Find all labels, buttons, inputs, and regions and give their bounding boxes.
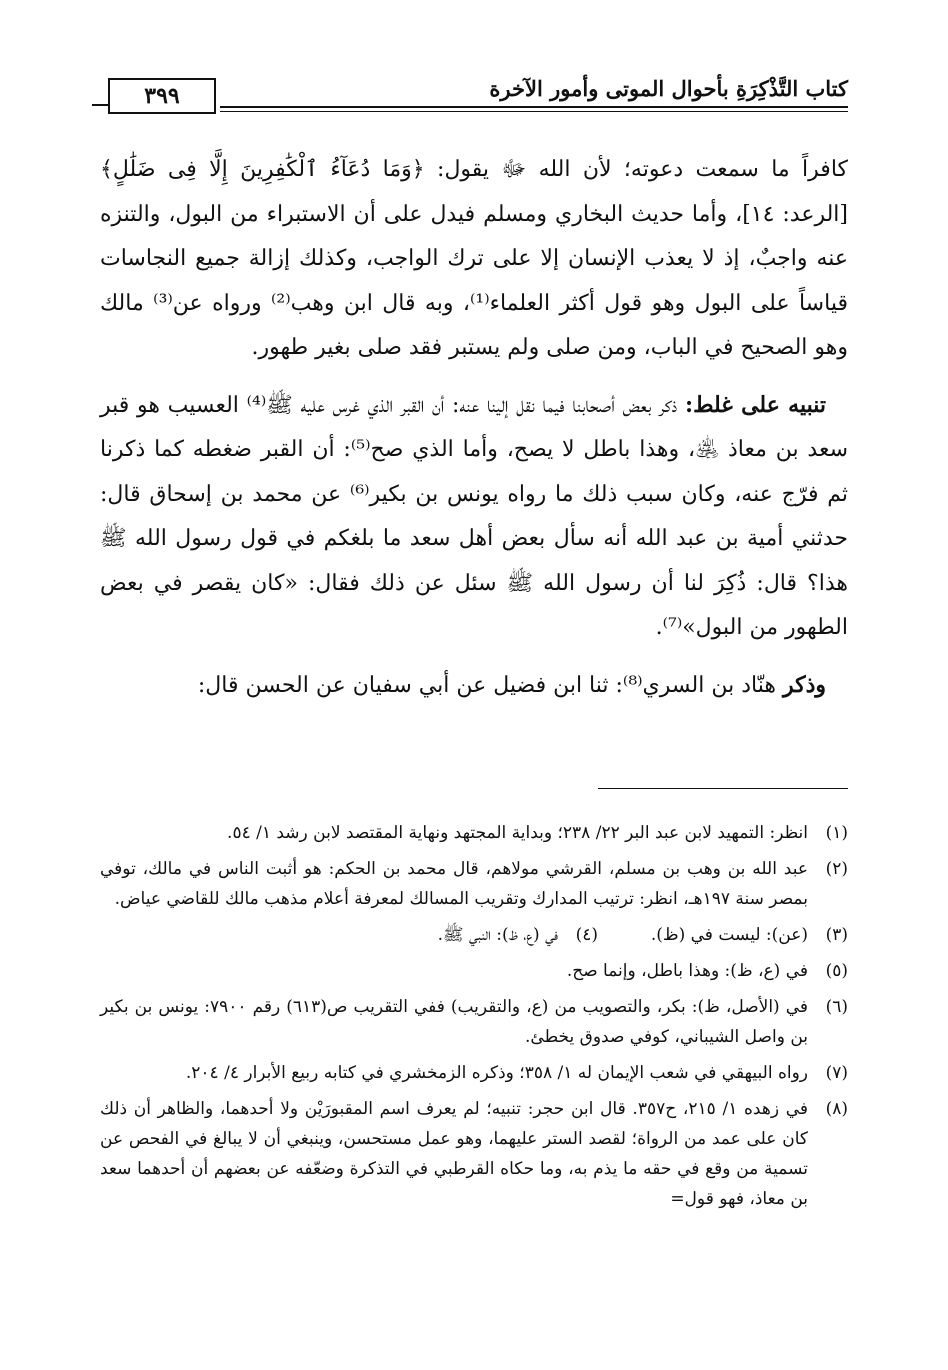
paragraph-3-lead: وذكر [782, 671, 826, 698]
running-title: كتاب التَّذْكِرَةِ بأحوال الموتى وأمور الآخرة [489, 76, 848, 101]
paragraph-3 [100, 663, 848, 709]
footnote-6 [100, 992, 848, 1052]
footnote-text: في (ع، ظ): النبي ﷺ. [437, 925, 558, 945]
page-number: ٣٩٩ [108, 78, 216, 114]
footnote-number: (١) [825, 823, 848, 843]
footnote-text: في (ع، ظ): وهذا باطل، وإنما صح. [566, 961, 808, 981]
footnote-3-4 [100, 920, 848, 950]
footnote-number: (٦) [825, 997, 848, 1017]
paragraph-1: كافراً ما سمعت دعوته؛ لأن الله ﷻ يقول: ﴿وَمَا دُعَآءُ ٱلْكَٰفِرِينَ إِلَّا فِى ضَلَٰلٍ﴾ [الرعد: ١٤]، وأما حديث البخاري ومسلم فيدل على أن الاستبراء من البول، والتنزه عنه واجبٌ، إذ لا يعذب الإنسان إلا على ترك الواجب، وكذلك إزالة جميع النجاسات قياساً على البول وهو قول أكثر العلماء⁽¹⁾، وبه قال ابن وهب⁽²⁾ ورواه عن⁽³⁾ مالك وهو الصحيح في الباب، ومن صلى ولم يستبر فقد صلى بغير طهور. [100, 157, 848, 360]
footnote-number: (٣) [825, 925, 848, 945]
paragraph-3-text: هنّاد بن السري⁽⁸⁾: ثنا ابن فضيل عن أبي سفيان عن الحسن قال: [197, 672, 783, 698]
paragraph-2-text: ذكر بعض أصحابنا فيما نقل إلينا عنه: أن القبر الذي غرس عليه ﷺ⁽⁴⁾ العسيب هو قبر سعد بن معاذ ﵁، وهذا باطل لا يصح، وأما الذي صح⁽⁵⁾: أن القبر ضغطه كما ذكرنا ثم فرّج عنه، وكان سبب ذلك ما رواه يونس بن بكير⁽⁶⁾ عن محمد بن إسحاق قال: حدثني أمية بن عبد الله أنه سأل بعض أهل سعد ما بلغكم في قول رسول الله ﷺ هذا؟ قال: ذُكِرَ لنا أن رسول الله ﷺ سئل عن ذلك فقال: «كان يقصر في بعض الطهور من البول»⁽⁷⁾. [100, 392, 849, 640]
footnote-number: (٤) [575, 925, 598, 945]
footnote-text: (عن): ليست في (ظ). [650, 925, 808, 945]
footnote-number: (٨) [825, 1099, 848, 1119]
header-rule [220, 106, 848, 108]
paragraph-2-lead: تنبيه على غلط: [684, 391, 826, 418]
paragraph-2 [100, 383, 848, 651]
footnote-number: (٥) [825, 961, 848, 981]
footnote-pair [100, 920, 808, 950]
footnotes-separator [598, 788, 848, 789]
page-header [100, 72, 848, 116]
footnote-number: (٢) [825, 859, 848, 879]
footnote-5 [100, 956, 848, 986]
footnote-text: رواه البيهقي في شعب الإيمان له ١/ ٣٥٨؛ وذكره الزمخشري في كتابه ربيع الأبرار ٤/ ٢٠٤. [185, 1063, 808, 1083]
footnote-1 [100, 818, 848, 848]
footnote-text: في (الأصل، ظ): بكر، والتصويب من (ع، والتقريب) ففي التقريب ص(٦١٣) رقم ٧٩٠٠: يونس بن بكير بن واصل الشيباني، كوفي صدوق يخطئ. [100, 997, 808, 1047]
footnote-2 [100, 854, 848, 914]
footnote-8 [100, 1094, 848, 1214]
footnote-text: انظر: التمهيد لابن عبد البر ٢٢/ ٢٣٨؛ وبداية المجتهد ونهاية المقتصد لابن رشد ١/ ٥٤. [227, 823, 808, 843]
footnote-7 [100, 1058, 848, 1088]
footnotes [100, 818, 848, 1220]
header-rule-thin [220, 111, 848, 112]
main-text [100, 148, 848, 720]
footnote-text: في زهده ١/ ٢١٥، ح٣٥٧. قال ابن حجر: تنبيه؛ لم يعرف اسم المقبورَيْن ولا أحدهما، والظاهر أن ذلك كان على عمد من الرواة؛ لقصد الستر عليهما، وهو عمل مستحسن، وينبغي أن لا يبالغ في الفحص عن تسمية من وقع في حقه ما يذم به، وما حكاه القرطبي في التذكرة وضعّفه عن بعضهم أن أحدهما سعد بن معاذ، فهو قول= [100, 1099, 809, 1209]
footnote-number: (٧) [825, 1063, 848, 1083]
footnote-text: عبد الله بن وهب بن مسلم، القرشي مولاهم، قال محمد بن الحكم: هو أثبت الناس في مالك، توفي بمصر سنة ١٩٧هـ، انظر: ترتيب المدارك وتقريب المسالك لمعرفة أعلام مذهب مالك للقاضي عياض. [100, 859, 808, 909]
